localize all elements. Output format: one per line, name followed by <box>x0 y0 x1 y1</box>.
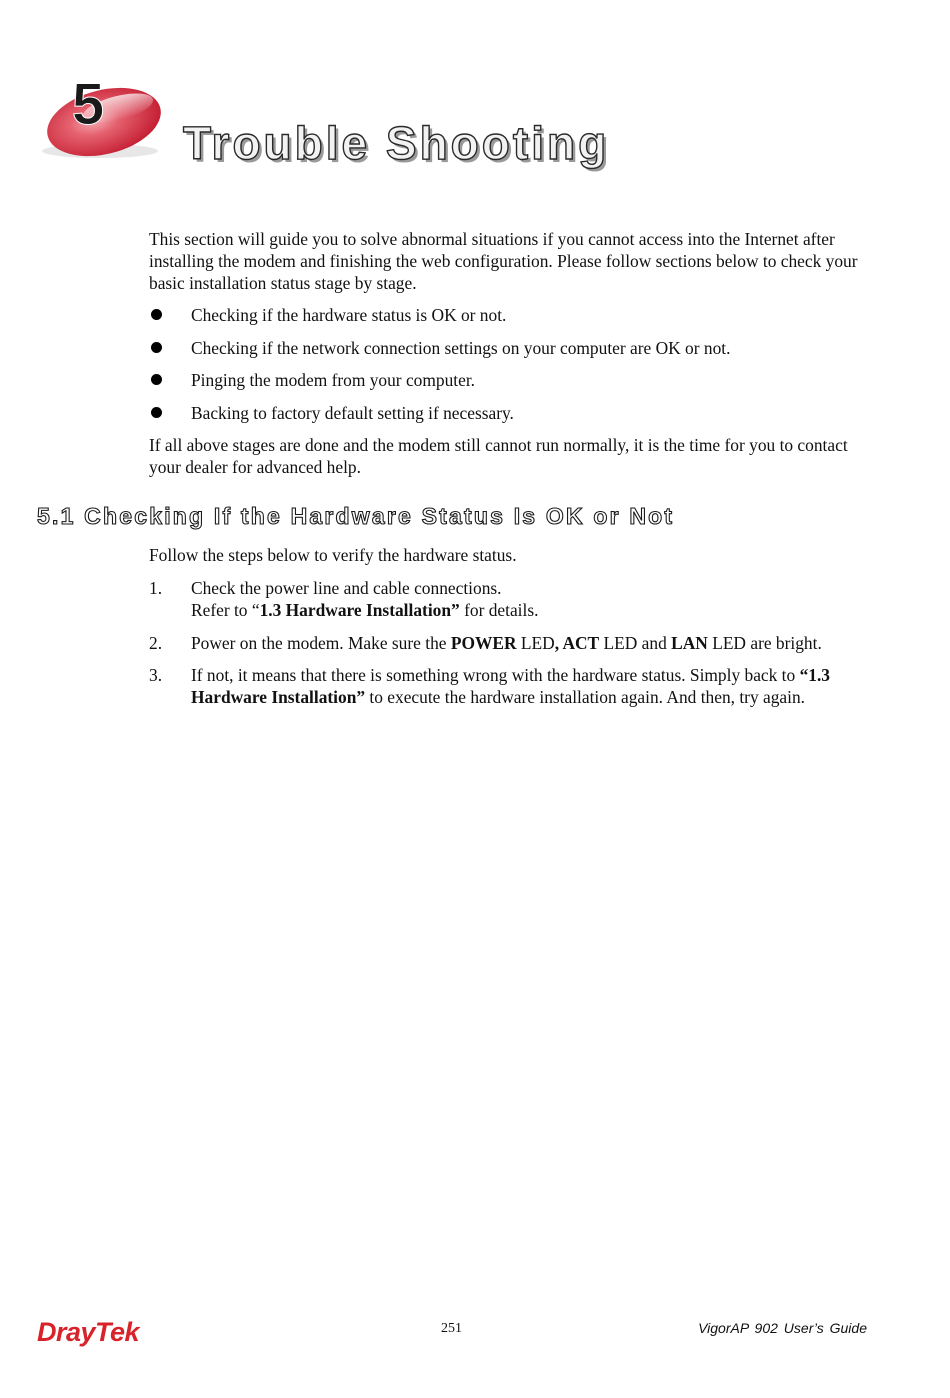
list-item <box>149 304 874 326</box>
list-item-text: Checking if the hardware status is OK or not. <box>191 305 507 325</box>
section-heading: 5.1 Checking If the Hardware Status Is OK or Not <box>37 503 675 529</box>
list-item <box>149 369 874 391</box>
chapter-title: Trouble Shooting <box>183 117 610 169</box>
list-item-text: Pinging the modem from your computer. <box>191 370 476 390</box>
list-item-text: Checking if the network connection settings on your computer are OK or not. <box>191 337 731 358</box>
page-number: 251 <box>441 1321 462 1336</box>
list-item <box>149 337 874 359</box>
outro-paragraph: If all above stages are done and the modem still cannot run normally, it is the time for you to contact your dealer for advanced help. <box>149 435 848 477</box>
chapter-number: 5 <box>72 72 105 137</box>
bullet-icon <box>151 342 162 353</box>
steps-list <box>149 577 874 719</box>
intro-paragraph: This section will guide you to solve abnormal situations if you cannot access into the Internet after installing the modem and finishing the web configuration. Please follow sections below to check your basic installation status stage by stage. <box>149 229 858 293</box>
cross-reference: 1.3 Hardware Installation” <box>259 600 460 620</box>
guide-title: VigorAP 902 User’s Guide <box>698 1320 867 1336</box>
cross-reference: “1.3 Hardware Installation” <box>191 665 830 707</box>
list-item-text: Backing to factory default setting if necessary. <box>191 402 514 423</box>
step-text: Check the power line and cable connections. <box>191 578 502 598</box>
step-item <box>149 664 874 708</box>
bullet-icon <box>151 374 162 385</box>
step-text: LED are bright. <box>707 632 822 653</box>
checklist <box>149 304 874 434</box>
step-text: to execute the hardware installation again. And then, try again. <box>365 687 806 707</box>
step-number: 1. <box>149 578 163 598</box>
led-name: LAN <box>671 632 708 653</box>
step-text: Power on the modem. Make sure the <box>191 632 451 653</box>
led-name: POWER <box>450 632 517 653</box>
bullet-icon <box>151 309 162 320</box>
step-text: LED and <box>599 632 672 653</box>
draytek-logo <box>35 1314 160 1350</box>
step-number: 2. <box>149 632 163 653</box>
logo-text: DrayTek <box>37 1317 140 1347</box>
led-name: , ACT <box>554 632 600 653</box>
step-item <box>149 577 874 621</box>
bullet-icon <box>151 407 162 418</box>
step-number: 3. <box>149 665 163 685</box>
list-item <box>149 402 874 424</box>
step-item <box>149 632 874 654</box>
section-lead: Follow the steps below to verify the hardware status. <box>149 545 517 565</box>
step-text: for details. <box>459 600 539 620</box>
step-text: LED <box>516 632 555 653</box>
step-text: Refer to “ <box>191 600 260 620</box>
chapter-number-badge <box>34 66 164 166</box>
step-text: If not, it means that there is something wrong with the hardware status. Simply back to <box>191 665 800 685</box>
